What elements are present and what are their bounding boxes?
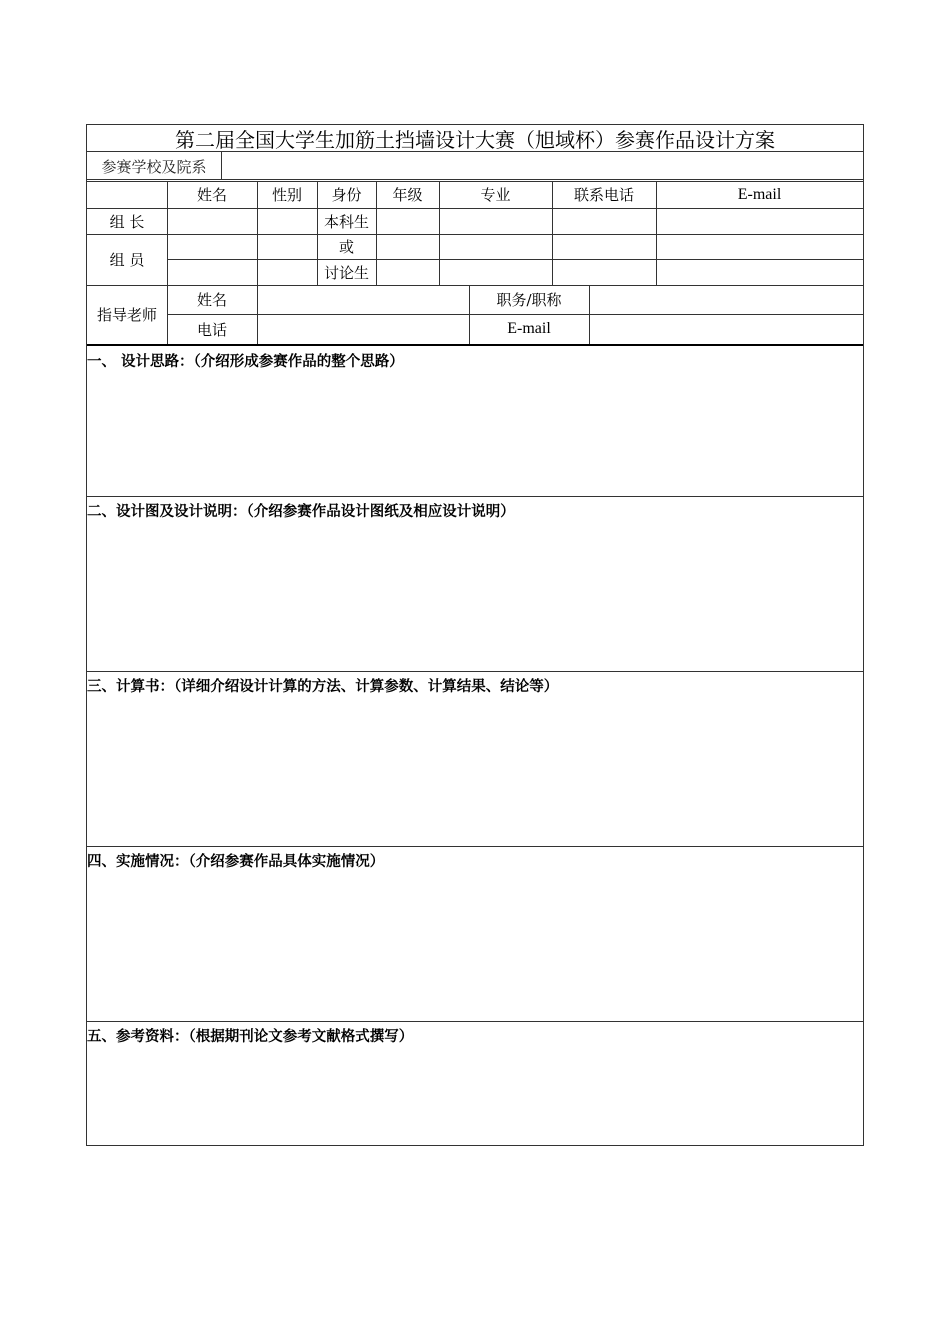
header-major: 专业 [480,186,511,204]
header-phone: 联系电话 [573,186,634,204]
school-value-field[interactable] [222,153,863,179]
header-grade: 年级 [392,186,423,204]
design-proposal-form [86,124,864,1146]
header-email: E-mail [737,185,782,203]
section-drawings[interactable] [87,496,863,671]
members-label: 组 员 [109,251,145,269]
school-label: 参赛学校及院系 [101,157,207,176]
section-implementation[interactable] [87,846,863,1021]
header-name: 姓名 [196,186,227,204]
section-calculation-heading: 三、计算书：（详细介绍设计计算的方法、计算参数、计算结果、结论等） [87,678,559,695]
leader-label: 组 长 [109,212,145,231]
section-calculation[interactable] [87,671,863,846]
advisor-title-label: 职务/职称 [496,291,562,309]
header-identity: 身份 [331,186,362,204]
section-references-heading: 五、参考资料：（根据期刊论文参考文献格式撰写） [87,1028,414,1045]
advisor-label: 指导老师 [96,306,157,324]
advisor-email-label: E-mail [507,320,551,337]
identity-line-3: 讨论生 [323,263,369,282]
identity-line-1: 本科生 [323,212,369,231]
form-title: 第二届全国大学生加筋土挡墙设计大赛（旭域杯）参赛作品设计方案 [175,127,775,152]
section-drawings-heading: 二、设计图及设计说明：（介绍参赛作品设计图纸及相应设计说明） [87,503,515,520]
advisor-phone-label: 电话 [196,320,227,339]
header-gender: 性别 [271,186,302,204]
section-references[interactable] [87,1021,863,1145]
section-design-idea-heading: 一、 设计思路：（介绍形成参赛作品的整个思路） [87,353,404,370]
identity-line-2: 或 [338,238,354,256]
section-implementation-heading: 四、实施情况：（介绍参赛作品具体实施情况） [87,853,385,870]
advisor-name-label: 姓名 [196,291,227,309]
section-design-idea[interactable] [87,346,863,496]
